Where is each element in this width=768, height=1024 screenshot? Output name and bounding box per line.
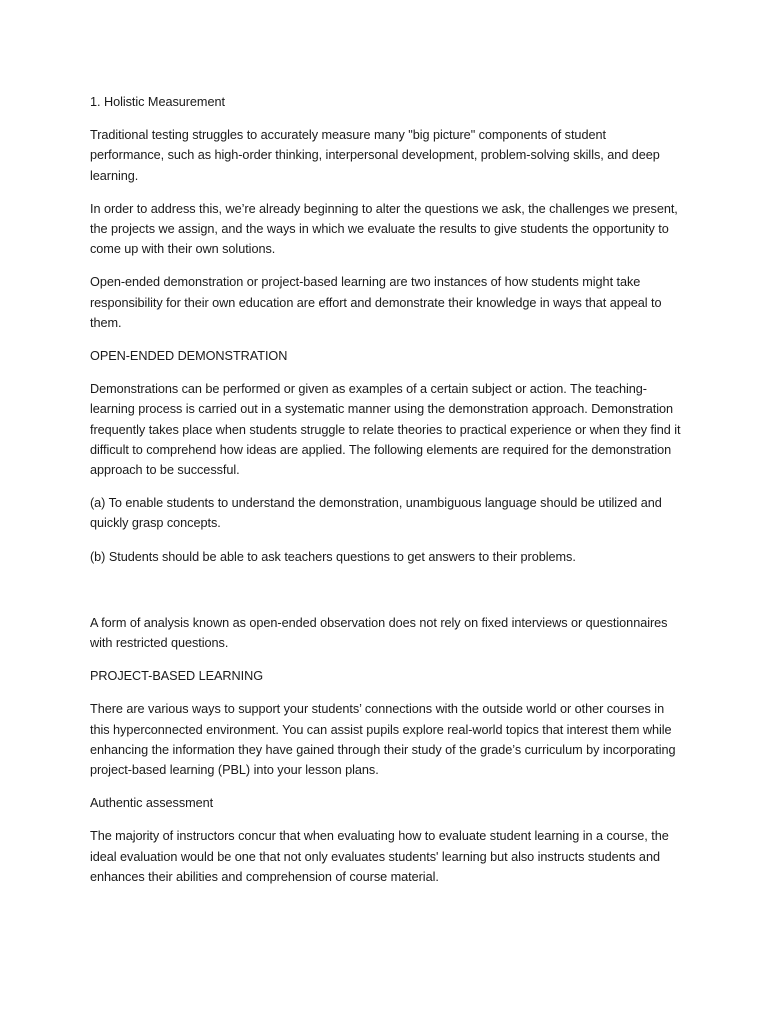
paragraph-pbl: There are various ways to support your students’ connections with the outside world or other courses in this hyperconnected environment. You can assist pupils explore real-world topics that interest them while enhancing the information they have gained through their study of the grade’s curriculum by incorporating project-based learning (PBL) into your lesson plans. (90, 702, 676, 778)
list-item-b: (b) Students should be able to ask teachers questions to get answers to their problems. (90, 549, 576, 564)
section-heading-holistic-measurement: 1. Holistic Measurement (90, 95, 225, 109)
section-heading-project-based-learning: PROJECT-BASED LEARNING (90, 669, 264, 684)
paragraph-demonstrations: Demonstrations can be performed or given as examples of a certain subject or action. The teaching-learning process is carried out in a systematic manner using the demonstration approach. Demonstration frequently takes place when students struggle to relate theories to practical experience or when they find it difficult to comprehend how ideas are applied. The following elements are required for the demonstration approach to be successful. (90, 382, 681, 478)
list-item-a: (a) To enable students to understand the demonstration, unambiguous language should be utilized and quickly grasp concepts. (90, 496, 662, 531)
paragraph-authentic-assessment: The majority of instructors concur that when evaluating how to evaluate student learning in a course, the ideal evaluation would be one that not only evaluates students' learning but also instructs students and enhances their abilities and comprehension of course material. (90, 829, 669, 884)
blank-line (90, 580, 682, 613)
paragraph-open-ended-observation: A form of analysis known as open-ended observation does not rely on fixed interviews or questionnaires with restricted questions. (90, 615, 668, 651)
section-heading-open-ended-demonstration: OPEN-ENDED DEMONSTRATION (90, 349, 288, 364)
section-heading-authentic-assessment: Authentic assessment (90, 796, 214, 811)
paragraph-address-this: In order to address this, we’re already beginning to alter the questions we ask, the challenges we present, the projects we assign, and the ways in which we evaluate the results to give students the opportunity to come up with their own solutions. (90, 201, 678, 257)
paragraph-traditional-testing: Traditional testing struggles to accurately measure many "big picture" components of student performance, such as high-order thinking, interpersonal development, problem-solving skills, and deep learning. (90, 128, 660, 183)
document-body (90, 92, 682, 900)
paragraph-open-ended-or-pbl: Open-ended demonstration or project-based learning are two instances of how students might take responsibility for their own education are effort and demonstrate their knowledge in ways that appeal to them. (90, 275, 662, 330)
